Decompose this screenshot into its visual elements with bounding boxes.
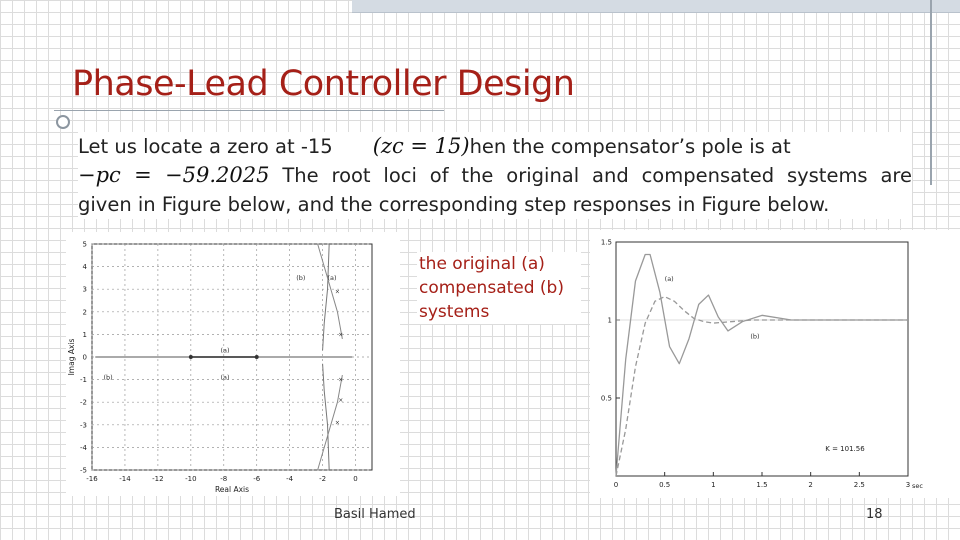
- body-line-2: [78, 161, 912, 190]
- annotation-a: (a): [327, 274, 337, 283]
- caption-line-3: systems: [419, 302, 490, 322]
- top-decor-bar: [352, 0, 960, 13]
- decor-ring-icon: [56, 115, 70, 129]
- y-axis-label: Imag Axis: [67, 338, 76, 376]
- y-tick-label: 0: [82, 353, 87, 362]
- x-tick-label: 0: [613, 481, 619, 489]
- x-tick-label: 3: [905, 481, 911, 489]
- y-tick-label: 1: [82, 330, 87, 339]
- line1-start: Let us locate a zero at -15: [78, 135, 333, 158]
- slide-title: Phase-Lead Controller Design: [72, 64, 575, 104]
- y-tick-label: 1.5: [600, 238, 612, 247]
- pole-marker: ×: [338, 331, 344, 339]
- series-a-label: (a): [664, 275, 674, 283]
- decor-vertical-rule: [930, 0, 932, 185]
- pole-marker: ×: [334, 288, 340, 296]
- gain-annotation: K = 101.56: [825, 445, 865, 454]
- page-number: 18: [866, 507, 883, 522]
- body-text: [78, 132, 912, 219]
- locus-point: [189, 355, 193, 359]
- line2-end: The root loci of the original and compensated systems are: [282, 164, 912, 187]
- annotation-a: (a): [220, 373, 230, 382]
- y-tick-label: -3: [80, 421, 87, 430]
- x-tick-label: -6: [253, 475, 261, 483]
- y-tick-label: 3: [82, 285, 87, 294]
- y-tick-label: -2: [80, 398, 87, 407]
- series-b-label: (b): [750, 332, 760, 341]
- x-tick-label: -16: [86, 475, 98, 483]
- annotation-b: (b): [296, 274, 306, 283]
- decor-horizontal-rule: [54, 110, 444, 111]
- y-tick-label: 4: [82, 263, 87, 272]
- root-locus-chart: [66, 232, 400, 496]
- y-tick-label: 5: [82, 240, 87, 249]
- pole-equation: −pc = −59.2025: [78, 163, 270, 187]
- x-tick-label: 0.5: [659, 481, 671, 489]
- caption-line-1: the original (a): [419, 254, 545, 274]
- step-response-chart: [590, 230, 960, 498]
- plot-frame: [616, 242, 908, 476]
- y-tick-label: 1: [607, 316, 612, 325]
- x-tick-label: -2: [319, 475, 327, 483]
- y-tick-label: -4: [80, 443, 87, 452]
- body-line-1: [78, 132, 912, 161]
- x-tick-label: 1: [711, 481, 716, 489]
- pole-marker: ×: [338, 396, 344, 404]
- caption-line-2: compensated (b): [419, 278, 564, 298]
- annotation-b: (b): [103, 373, 113, 382]
- y-tick-label: 0.5: [600, 394, 612, 403]
- y-tick-label: -1: [80, 376, 87, 385]
- step-response-figure: [590, 230, 960, 498]
- x-tick-label: 2.5: [853, 481, 865, 489]
- body-line-3: given in Figure below, and the corresponding step responses in Figure below.: [78, 193, 830, 216]
- y-tick-label: 2: [82, 308, 87, 317]
- x-tick-label: -14: [119, 475, 131, 483]
- x-tick-label: -8: [220, 475, 228, 483]
- figure-caption: [417, 252, 581, 324]
- root-locus-figure: [66, 232, 400, 496]
- x-tick-label: -4: [286, 475, 294, 483]
- zero-equation: (zc = 15): [372, 134, 470, 158]
- footer-author: Basil Hamed: [334, 507, 416, 522]
- y-tick-label: -5: [80, 466, 87, 475]
- x-tick-label: -10: [185, 475, 197, 483]
- locus-point: [255, 355, 259, 359]
- pole-marker: ×: [334, 419, 340, 427]
- pole-marker: ×: [338, 376, 344, 384]
- x-unit-label: sec: [912, 482, 923, 490]
- x-axis-label: Real Axis: [214, 485, 250, 494]
- x-tick-label: 0: [353, 475, 358, 483]
- x-tick-label: 2: [808, 481, 813, 489]
- line1-end: hen the compensator’s pole is at: [469, 135, 791, 158]
- x-tick-label: -12: [152, 475, 164, 483]
- annotation-a: (a): [220, 346, 230, 355]
- x-tick-label: 1.5: [756, 481, 768, 489]
